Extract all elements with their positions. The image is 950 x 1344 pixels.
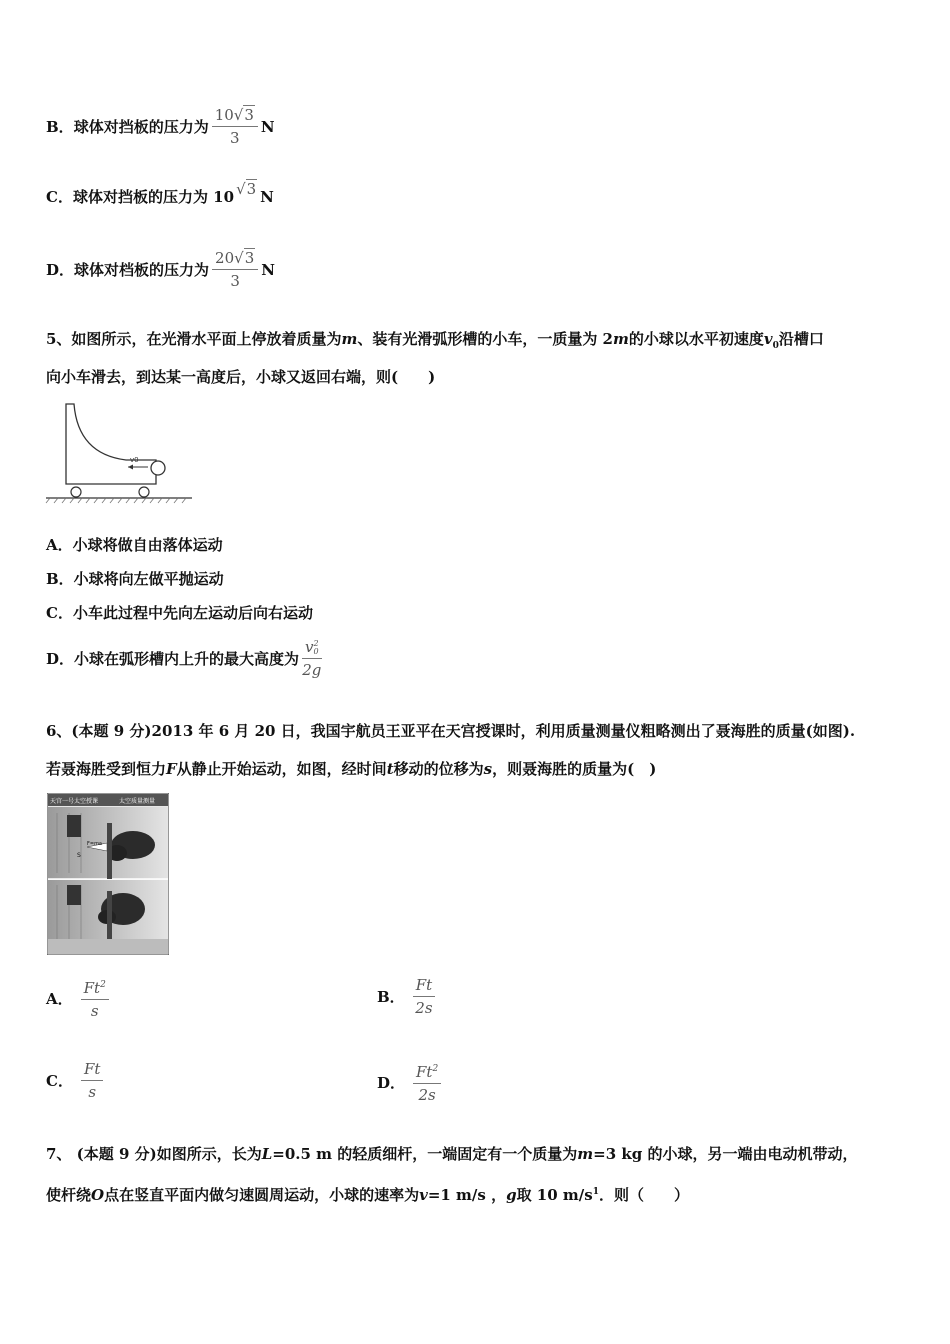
svg-text:太空质量测量: 太空质量测量 xyxy=(119,798,156,805)
q7-stem-line2: 使杆绕O点在竖直平面内做匀速圆周运动，小球的速率为v=1 m/s ，g取 10 $m/s^1$．则（ ） xyxy=(46,1186,689,1204)
q6-stem-line1: 6、(本题 9 分)2013 年 6 月 20 日，我国宇航员王亚平在天宫授课时，利用质量测量仪粗略测出了聂海胜的质量(如图). xyxy=(46,722,856,740)
sqrt-three: √3 xyxy=(236,179,257,198)
fraction: $\frac{Ft^2}{2s}$ xyxy=(413,1060,441,1104)
q4-option-c: C． 球体对挡板的压力为 10 √3 N xyxy=(46,179,274,206)
q6-option-c: C． $\frac{Ft}{s}$ xyxy=(46,1060,106,1101)
fraction: $\frac{Ft}{2s}$ xyxy=(413,976,435,1017)
q5-option-b: B．小球将向左做平抛运动 xyxy=(46,570,224,588)
space-mass-photo xyxy=(47,793,169,955)
velocity-label: v0 xyxy=(130,456,139,464)
svg-text:天宫一号太空授课: 天宫一号太空授课 xyxy=(50,798,99,805)
fraction: $\frac{Ft}{s}$ xyxy=(81,1060,103,1101)
fraction: v 2 0 2g xyxy=(302,638,322,679)
cart-diagram xyxy=(44,398,194,506)
fraction: $\frac{10√3}{3}$ xyxy=(212,106,258,147)
ball xyxy=(151,461,165,475)
q6-option-a: A． $\frac{Ft^2}{s}$ xyxy=(46,976,112,1020)
q4-option-d: D． 球体对档板的压力为 $\frac{20√3}{3}$ N xyxy=(46,249,275,290)
q5-option-a: A．小球将做自由落体运动 xyxy=(46,536,223,554)
wheel-left xyxy=(71,487,81,497)
ground-hatch xyxy=(46,498,186,503)
wheel-right xyxy=(139,487,149,497)
q5-stem-line1: 5、如图所示，在光滑水平面上停放着质量为m、装有光滑弧形槽的小车，一质量为 2m的小球以水平初速度$v_0$沿槽口 xyxy=(46,330,824,351)
q5-stem-line2: 向小车滑去，到达某一高度后，小球又返回右端，则( ) xyxy=(46,368,436,386)
q5-option-d: D．小球在弧形槽内上升的最大高度为 v 2 0 2g xyxy=(46,638,322,679)
q7-stem-line1: 7、 (本题 9 分)如图所示，长为L=0.5 m 的轻质细杆，一端固定有一个质量为m=3 kg 的小球，另一端由电动机带动， xyxy=(46,1145,858,1163)
svg-text:F=ma: F=ma xyxy=(87,841,102,847)
q5-option-c: C．小车此过程中先向左运动后向右运动 xyxy=(46,604,313,622)
q6-option-d: D． $\frac{Ft^2}{2s}$ xyxy=(377,1060,444,1104)
fraction: $\frac{20√3}{3}$ xyxy=(212,249,258,290)
cart-body xyxy=(66,404,156,484)
fraction: $\frac{Ft^2}{s}$ xyxy=(81,976,109,1020)
q6-option-b: B． $\frac{Ft}{2s}$ xyxy=(377,976,438,1017)
q6-stem-line2: 若聂海胜受到恒力F从静止开始运动，如图，经时间t移动的位移为s，则聂海胜的质量为( ) xyxy=(46,760,657,778)
svg-text:S: S xyxy=(77,852,81,859)
q4-option-b: B． 球体对挡板的压力为 $\frac{10√3}{3}$ N xyxy=(46,106,275,147)
